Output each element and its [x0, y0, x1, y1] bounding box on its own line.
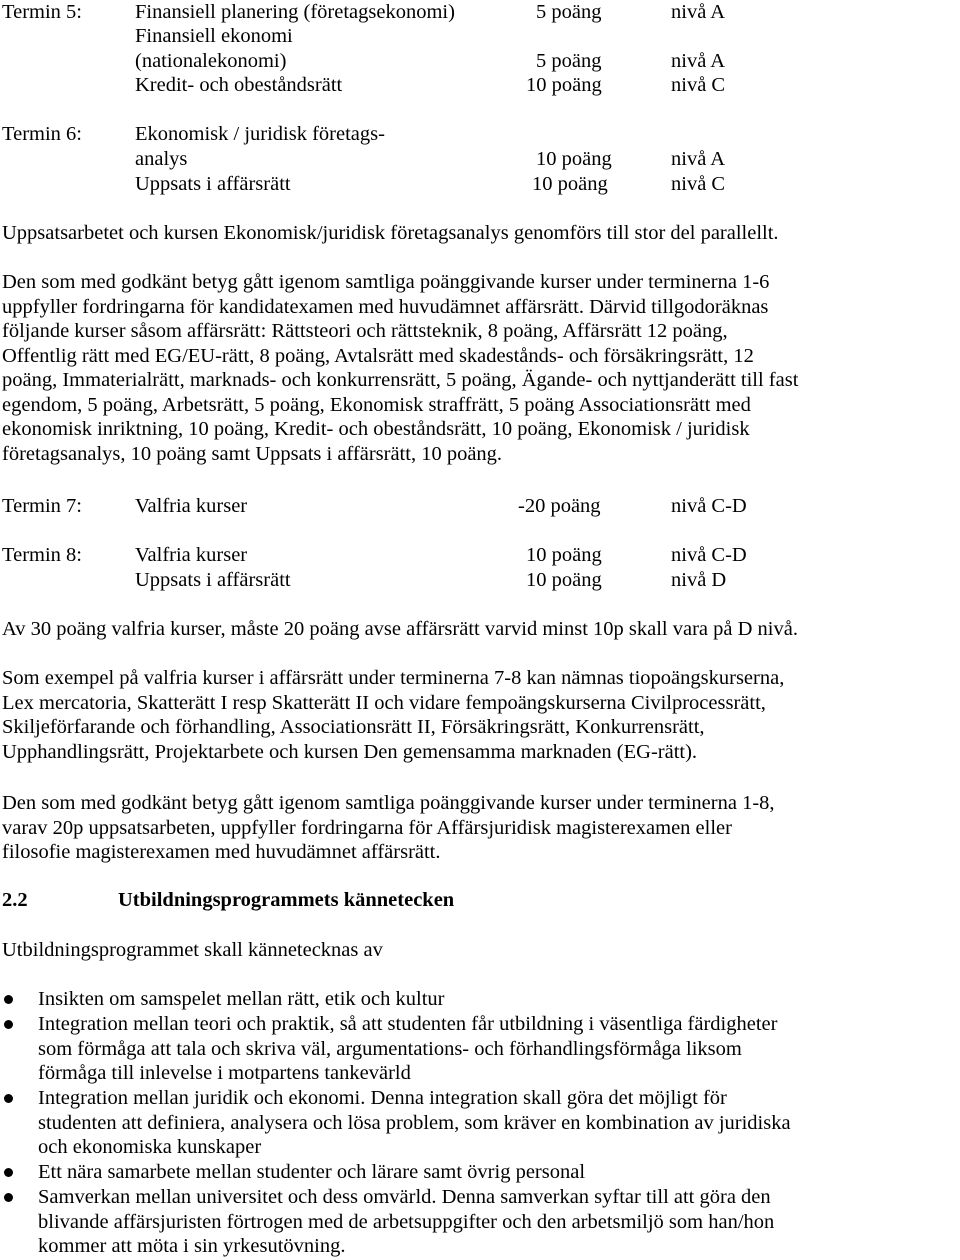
term5-level-1: nivå A	[671, 1, 726, 23]
term5-label: Termin 5:	[2, 1, 82, 23]
paragraph-line: varav 20p uppsatsarbeten, uppfyller fordringarna för Affärsjuridisk magisterexamen eller	[2, 816, 732, 839]
term6-level-3: nivå C	[671, 173, 726, 195]
list-item-line: kommer att möta i sin yrkesutövning.	[38, 1235, 346, 1257]
paragraph-kandidatexamen	[2, 270, 960, 466]
paragraph-line: egendom, 5 poäng, Arbetsrätt, 5 poäng, Ekonomisk straffrätt, 5 poäng Associationsrätt med	[2, 393, 751, 416]
paragraph-line: Den som med godkänt betyg gått igenom samtliga poänggivande kurser under terminerna 1-6	[2, 271, 770, 293]
paragraph-parallel	[2, 221, 960, 246]
term6-level-2: nivå A	[671, 148, 726, 170]
paragraph-line: Skiljeförfarande och förhandling, Associationsrätt II, Försäkringsrätt, Konkurrensrätt,	[2, 716, 705, 738]
section-intro: Utbildningsprogrammet skall kännetecknas av	[2, 939, 383, 961]
term7-label: Termin 7:	[2, 495, 82, 517]
term8-label: Termin 8:	[2, 544, 82, 566]
term5-course-2: Finansiell ekonomi	[135, 25, 293, 47]
term6-label: Termin 6:	[2, 123, 82, 145]
paragraph-line: Den som med godkänt betyg gått igenom samtliga poänggivande kurser under terminerna 1-8,	[2, 792, 775, 814]
paragraph-line: Som exempel på valfria kurser i affärsrätt under terminerna 7-8 kan nämnas tiopoängskurserna,	[2, 667, 785, 689]
paragraph-line: företagsanalys, 10 poäng samt Uppsats i affärsrätt, 10 poäng.	[2, 442, 503, 465]
term5-course-4: Kredit- och obeståndsrätt	[135, 74, 343, 96]
paragraph-valfria	[2, 617, 960, 642]
term8-points-2: 10 poäng	[526, 569, 602, 591]
paragraph-line: Uppsatsarbetet och kursen Ekonomisk/juridisk företagsanalys genomförs till stor del parallellt.	[2, 222, 779, 244]
term5-level-4: nivå C	[671, 74, 726, 96]
bullet-icon	[4, 1020, 13, 1029]
term6-points-2: 10 poäng	[536, 148, 612, 170]
term5-points-3: 5 poäng	[536, 50, 602, 72]
term5-course-1: Finansiell planering (företagsekonomi)	[135, 1, 455, 23]
paragraph-line: filosofie magisterexamen med huvudämnet affärsrätt.	[2, 841, 441, 863]
list-item-line: Insikten om samspelet mellan rätt, etik och kultur	[38, 988, 445, 1010]
bullet-icon	[4, 1094, 13, 1103]
term5-points-1: 5 poäng	[536, 1, 602, 23]
list-item-line: Integration mellan juridik och ekonomi. Denna integration skall göra det möjligt för	[38, 1087, 727, 1109]
term5-level-3: nivå A	[671, 50, 726, 72]
term6-points-3: 10 poäng	[532, 173, 608, 195]
bullet-icon	[4, 995, 13, 1004]
list-item-line: som förmåga att tala och skriva väl, argumentations- och förhandlingsförmåga liksom	[38, 1037, 742, 1060]
paragraph-line: Upphandlingsrätt, Projektarbete och kursen Den gemensamma marknaden (EG-rätt).	[2, 740, 698, 763]
paragraph-line: Av 30 poäng valfria kurser, måste 20 poäng avse affärsrätt varvid minst 10p skall vara på D nivå.	[2, 618, 798, 640]
list-item-line: blivande affärsjuristen förtrogen med de arbetsuppgifter och den arbetsmiljö som han/hon	[38, 1210, 775, 1233]
list-item-line: förmåga till inlevelse i motpartens tankevärld	[38, 1062, 411, 1084]
term6-course-1: Ekonomisk / juridisk företags-	[135, 123, 385, 145]
term8-course-2: Uppsats i affärsrätt	[135, 569, 291, 591]
term5-course-3: (nationalekonomi)	[135, 50, 287, 72]
paragraph-line: Offentlig rätt med EG/EU-rätt, 8 poäng, Avtalsrätt med skadestånds- och försäkringsrätt, 12	[2, 344, 754, 367]
list-item-line: Samverkan mellan universitet och dess omvärld. Denna samverkan syftar till att göra den	[38, 1186, 771, 1208]
paragraph-line: Lex mercatoria, Skatterätt I resp Skatterätt II och vidare fempoängskurserna Civilprocessrätt,	[2, 691, 766, 714]
section-number: 2.2	[2, 889, 28, 911]
term7-level-1: nivå C-D	[671, 495, 747, 517]
term5-points-4: 10 poäng	[526, 74, 602, 96]
list-item-line: studenten att definiera, analysera och lösa problem, som kräver en kombination av juridiska	[38, 1111, 791, 1134]
paragraph-line: ekonomisk inriktning, 10 poäng, Kredit- och obeståndsrätt, 10 poäng, Ekonomisk / juridisk	[2, 418, 750, 440]
term8-course-1: Valfria kurser	[135, 544, 248, 566]
list-item-line: Integration mellan teori och praktik, så att studenten får utbildning i väsentliga färdigheter	[38, 1013, 778, 1035]
term8-level-2: nivå D	[671, 569, 727, 591]
term6-course-2: analys	[135, 148, 188, 170]
term8-points-1: 10 poäng	[526, 544, 602, 566]
section-title: Utbildningsprogrammets kännetecken	[118, 889, 455, 911]
term6-course-3: Uppsats i affärsrätt	[135, 173, 291, 195]
paragraph-line: uppfyller fordringarna för kandidatexamen med huvudämnet affärsrätt. Därvid tillgodoräknas	[2, 295, 769, 318]
term7-course-1: Valfria kurser	[135, 495, 248, 517]
paragraph-line: följande kurser såsom affärsrätt: Rättsteori och rättsteknik, 8 poäng, Affärsrätt 12 poäng,	[2, 320, 728, 342]
term7-points-1: -20 poäng	[518, 495, 601, 517]
list-item-line: Ett nära samarbete mellan studenter och lärare samt övrig personal	[38, 1161, 586, 1183]
list-item-line: och ekonomiska kunskaper	[38, 1136, 262, 1158]
bullet-icon	[4, 1168, 13, 1177]
paragraph-magisterexamen	[2, 791, 960, 865]
paragraph-line: poäng, Immaterialrätt, marknads- och konkurrensrätt, 5 poäng, Ägande- och nyttjanderätt till fast	[2, 369, 799, 391]
bullet-icon	[4, 1193, 13, 1202]
term8-level-1: nivå C-D	[671, 544, 747, 566]
paragraph-exempel	[2, 666, 960, 764]
